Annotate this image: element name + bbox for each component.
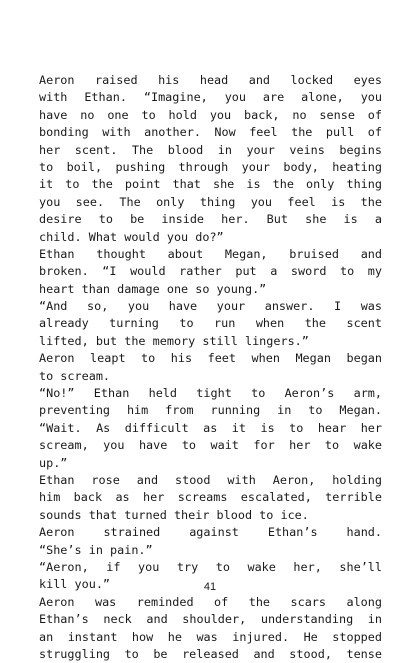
text-line: “Wait. As difficult as it is to hear her xyxy=(39,420,382,435)
text-line: with Ethan. “Imagine, you are alone, you xyxy=(39,90,382,105)
text-line: an instant how he was injured. He stopped xyxy=(39,629,382,644)
text-line: scream, you have to wait for her to wake xyxy=(39,438,382,453)
text-line: “She’s in pain.” xyxy=(39,542,153,557)
body-text xyxy=(39,72,382,663)
text-line: “No!” Ethan held tight to Aeron’s arm, xyxy=(39,386,382,401)
text-line: have no one to hold you back, no sense of xyxy=(39,107,382,122)
text-line: Aeron leapt to his feet when Megan began xyxy=(39,351,382,366)
text-line: her scent. The blood in your veins begins xyxy=(39,142,382,157)
text-line: kill you.” xyxy=(39,577,111,592)
text-line: Ethan’s neck and shoulder, understanding in xyxy=(39,612,382,627)
text-line: to boil, pushing through your body, heating xyxy=(39,159,382,174)
text-line: up.” xyxy=(39,455,68,470)
text-line: it to the point that she is the only thing xyxy=(39,177,382,192)
text-line: Aeron raised his head and locked eyes xyxy=(39,73,382,87)
text-line: Ethan rose and stood with Aeron, holding xyxy=(39,472,382,487)
text-line: broken. “I would rather put a sword to my xyxy=(39,264,382,279)
text-line: child. What would you do?” xyxy=(39,229,224,244)
text-line: already turning to run when the scent xyxy=(39,316,382,331)
text-line: Aeron strained against Ethan’s hand. xyxy=(39,525,382,540)
text-line: “And so, you have your answer. I was xyxy=(39,299,382,314)
text-line: preventing him from running in to Megan. xyxy=(39,403,382,418)
text-line: bonding with another. Now feel the pull of xyxy=(39,125,382,140)
text-line: lifted, but the memory still lingers.” xyxy=(39,333,309,348)
text-line: struggling to be released and stood, tense xyxy=(39,646,382,661)
text-line: “Aeron, if you try to wake her, she’ll xyxy=(39,559,382,574)
page-number: 41 xyxy=(203,581,217,593)
text-line: heart than damage one so young.” xyxy=(39,281,267,296)
text-line: Aeron was reminded of the scars along xyxy=(39,594,382,609)
text-line: desire to be inside her. But she is a xyxy=(39,212,382,227)
text-line: you see. The only thing you feel is the xyxy=(39,194,382,209)
text-line: him back as her screams escalated, terrible xyxy=(39,490,382,505)
text-line: sounds that turned their blood to ice. xyxy=(39,507,309,522)
text-line: to scream. xyxy=(39,368,111,383)
text-line: Ethan thought about Megan, bruised and xyxy=(39,246,382,261)
